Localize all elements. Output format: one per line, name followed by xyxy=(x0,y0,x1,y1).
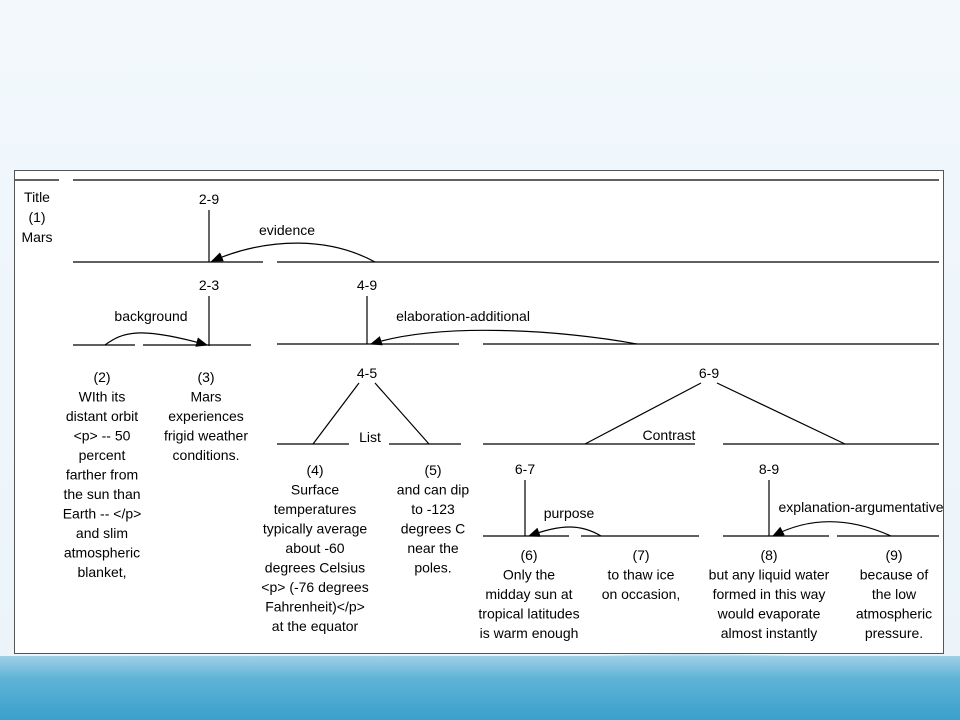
segment-3 xyxy=(164,369,248,463)
segment-line: at the equator xyxy=(271,618,359,634)
title-label: Title xyxy=(24,189,50,205)
segment-8 xyxy=(709,547,830,641)
segment-line: Earth -- </p> xyxy=(62,505,142,522)
segment-2 xyxy=(63,369,142,580)
arrow-purpose xyxy=(529,527,601,536)
segment-line: (3) xyxy=(197,369,215,385)
contrast-branch-right xyxy=(717,383,845,444)
segment-6 xyxy=(478,547,579,641)
title-number: (1) xyxy=(28,209,46,225)
segment-line: blanket, xyxy=(77,564,127,580)
segment-line: conditions. xyxy=(172,447,240,463)
span-label-6-9: 6-9 xyxy=(698,365,720,381)
span-label-4-5: 4-5 xyxy=(356,365,378,381)
relation-purpose: purpose xyxy=(543,505,595,521)
segment-line: the sun than xyxy=(63,486,141,502)
segment-line: typically average xyxy=(262,520,368,537)
span-label-2-9: 2-9 xyxy=(198,191,220,207)
span-label-8-9: 8-9 xyxy=(758,461,780,477)
segment-line: (7) xyxy=(632,547,650,563)
relation-list: List xyxy=(359,429,381,445)
segment-line: (6) xyxy=(520,547,538,563)
segment-line: near the xyxy=(407,540,459,556)
segment-line: the low xyxy=(871,586,917,602)
relation-elaboration: elaboration-additional xyxy=(396,308,530,324)
segment-line: (5) xyxy=(424,462,442,478)
footer-band xyxy=(0,656,960,720)
segment-line: <p> (-76 degrees xyxy=(261,579,369,595)
segment-line: <p> -- 50 xyxy=(73,427,131,444)
segment-line: midday sun at xyxy=(485,586,573,602)
segment-line: (9) xyxy=(885,547,903,563)
segment-line: would evaporate xyxy=(717,605,821,622)
title-word: Mars xyxy=(21,229,53,245)
segment-line: temperatures xyxy=(273,501,357,517)
span-label-4-9: 4-9 xyxy=(356,277,378,293)
segment-line: poles. xyxy=(414,559,452,576)
segment-line: distant orbit xyxy=(65,408,139,424)
segment-line: on occasion, xyxy=(601,586,681,602)
segment-line: about -60 xyxy=(285,540,345,556)
arrow-elaboration xyxy=(371,330,637,344)
relation-evidence: evidence xyxy=(258,222,316,238)
segment-line: (2) xyxy=(93,369,111,385)
list-branch-right xyxy=(375,383,429,444)
segment-line: Fahrenheit)</p> xyxy=(265,598,365,615)
segment-7 xyxy=(602,547,681,602)
segment-line: atmospheric xyxy=(63,544,141,561)
segment-line: Only the xyxy=(502,566,556,583)
relation-explanation: explanation-argumentative xyxy=(778,499,943,515)
segment-line: frigid weather xyxy=(163,427,249,444)
segment-4 xyxy=(261,462,368,634)
segment-line: Surface xyxy=(290,481,340,498)
segment-line: because of xyxy=(859,566,929,583)
segment-line: Mars xyxy=(190,388,222,405)
segment-line: (8) xyxy=(760,547,778,563)
segment-line: is warm enough xyxy=(479,625,579,641)
span-label-6-7: 6-7 xyxy=(514,461,536,477)
segment-line: degrees C xyxy=(400,520,466,537)
segment-5 xyxy=(397,462,470,576)
segment-line: (4) xyxy=(306,462,324,478)
relation-contrast: Contrast xyxy=(642,427,696,443)
arrow-evidence xyxy=(212,243,375,262)
segment-line: to thaw ice xyxy=(607,566,675,583)
segment-line: farther from xyxy=(65,466,139,483)
segment-line: degrees Celsius xyxy=(264,559,366,576)
arrow-background xyxy=(105,333,207,345)
segment-line: and can dip xyxy=(396,481,470,498)
segment-line: WIth its xyxy=(78,388,126,405)
segment-line: and slim xyxy=(75,525,129,541)
segment-9 xyxy=(856,547,932,641)
span-label-2-3: 2-3 xyxy=(198,277,220,293)
segment-line: atmospheric xyxy=(855,605,933,622)
segment-line: to -123 xyxy=(411,501,455,517)
segment-line: experiences xyxy=(168,408,244,424)
list-branch-left xyxy=(313,383,359,444)
rst-tree-diagram xyxy=(15,171,943,653)
rst-diagram-frame xyxy=(14,170,944,654)
segment-line: almost instantly xyxy=(720,625,818,641)
segment-line: formed in this way xyxy=(712,586,826,602)
segment-line: percent xyxy=(78,447,126,463)
segment-line: but any liquid water xyxy=(708,566,830,583)
segment-line: tropical latitudes xyxy=(478,605,580,622)
relation-background: background xyxy=(114,308,188,324)
segment-line: pressure. xyxy=(864,625,924,641)
arrow-explanation xyxy=(773,522,891,536)
